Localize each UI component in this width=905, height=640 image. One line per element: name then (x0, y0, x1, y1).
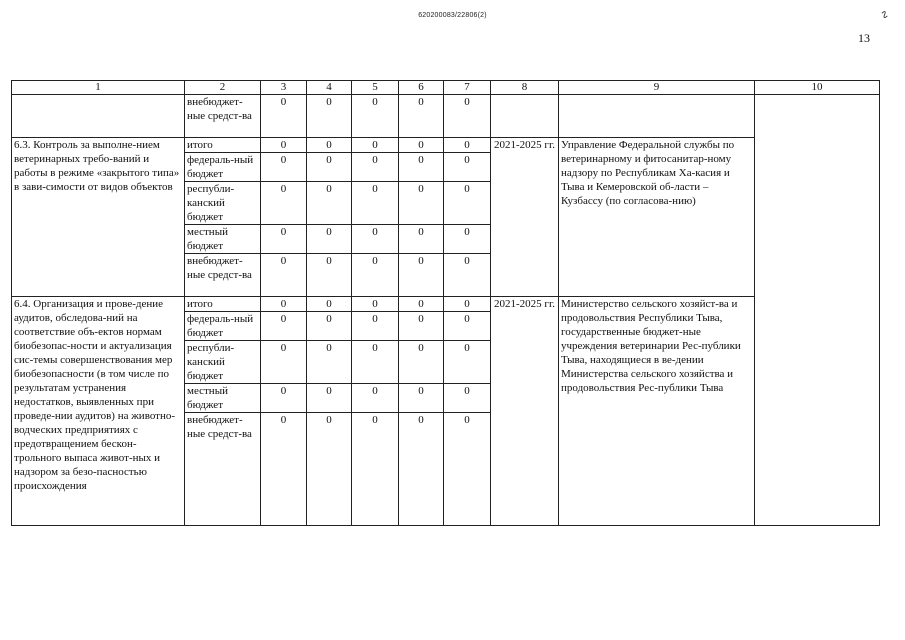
funding-source-cell: внебюджет-ные средст-ва (185, 413, 261, 526)
value-cell: 0 (399, 254, 444, 297)
value-cell: 0 (307, 384, 352, 413)
value-cell: 0 (261, 95, 307, 138)
value-cell: 0 (444, 341, 491, 384)
funding-source-cell: итого (185, 297, 261, 312)
funding-source-cell: местный бюджет (185, 225, 261, 254)
value-cell: 0 (444, 297, 491, 312)
value-cell: 0 (399, 413, 444, 526)
period-cell: 2021-2025 гг. (491, 297, 559, 526)
funding-source-cell: местный бюджет (185, 384, 261, 413)
corner-mark: ∿ (877, 7, 892, 23)
value-cell: 0 (352, 254, 399, 297)
value-cell: 0 (444, 413, 491, 526)
funding-source-cell: внебюджет-ные средст-ва (185, 254, 261, 297)
column-header: 9 (559, 81, 755, 95)
column-header: 7 (444, 81, 491, 95)
executor-cell: Управление Федеральной службы по ветеринарному и фитосанитар-ному надзору по Республикам Ха-касия и Тыва и Кемеровской об-ласти – Кузбассу (по согласова-нию) (559, 138, 755, 297)
section-title-cell (12, 95, 185, 138)
value-cell: 0 (444, 153, 491, 182)
value-cell: 0 (307, 312, 352, 341)
funding-source-cell: федераль-ный бюджет (185, 153, 261, 182)
value-cell: 0 (444, 384, 491, 413)
value-cell: 0 (444, 254, 491, 297)
column-header: 3 (261, 81, 307, 95)
continuation-row (12, 95, 880, 138)
column-header: 10 (755, 81, 880, 95)
value-cell: 0 (352, 297, 399, 312)
column-header: 8 (491, 81, 559, 95)
value-cell: 0 (261, 413, 307, 526)
section-title-cell: 6.4. Организация и прове-дение аудитов, обследова-ний на соответствие объ-ектов нормам биобезопас-ности и актуализация сис-темы совершенствования мер биобезопасности (в том числе по результатам устранения недостатков, выявленных при проведе-нии аудитов) на животно-водческих предприятиях с предотвращением бескон-трольного выпаса живот-ных и надзором за безо-пасностью происхождения (12, 297, 185, 526)
value-cell: 0 (399, 384, 444, 413)
value-cell: 0 (307, 341, 352, 384)
value-cell: 0 (352, 138, 399, 153)
column-header: 2 (185, 81, 261, 95)
value-cell: 0 (444, 95, 491, 138)
value-cell: 0 (399, 312, 444, 341)
value-cell: 0 (352, 312, 399, 341)
value-cell: 0 (261, 297, 307, 312)
value-cell: 0 (261, 254, 307, 297)
value-cell: 0 (399, 341, 444, 384)
value-cell: 0 (307, 138, 352, 153)
value-cell: 0 (307, 95, 352, 138)
program-table (11, 80, 880, 526)
value-cell: 0 (444, 312, 491, 341)
value-cell: 0 (261, 225, 307, 254)
value-cell: 0 (307, 413, 352, 526)
value-cell: 0 (307, 153, 352, 182)
column-header: 1 (12, 81, 185, 95)
funding-source-cell: республи-канский бюджет (185, 341, 261, 384)
value-cell: 0 (399, 153, 444, 182)
column-header-row (12, 81, 880, 95)
period-cell: 2021-2025 гг. (491, 138, 559, 297)
value-cell: 0 (399, 297, 444, 312)
column-header: 5 (352, 81, 399, 95)
page-number: 13 (858, 31, 870, 45)
funding-source-cell: республи-канский бюджет (185, 182, 261, 225)
column-header: 6 (399, 81, 444, 95)
value-cell: 0 (352, 153, 399, 182)
column-10-cell (755, 95, 880, 526)
value-cell: 0 (352, 225, 399, 254)
value-cell: 0 (307, 297, 352, 312)
section-2-row (12, 297, 880, 312)
table-body (12, 81, 880, 526)
value-cell: 0 (261, 182, 307, 225)
value-cell: 0 (261, 153, 307, 182)
period-cell (491, 95, 559, 138)
value-cell: 0 (444, 225, 491, 254)
value-cell: 0 (399, 182, 444, 225)
column-header: 4 (307, 81, 352, 95)
value-cell: 0 (352, 341, 399, 384)
section-title-cell: 6.3. Контроль за выполне-нием ветеринарных требо-ваний и работы в режиме «закрытого типа» в зави-симости от видов объектов (12, 138, 185, 297)
value-cell: 0 (399, 225, 444, 254)
document-id: 620200083/22806(2) (418, 12, 487, 19)
value-cell: 0 (261, 138, 307, 153)
value-cell: 0 (307, 182, 352, 225)
value-cell: 0 (399, 95, 444, 138)
executor-cell (559, 95, 755, 138)
value-cell: 0 (444, 182, 491, 225)
value-cell: 0 (352, 413, 399, 526)
value-cell: 0 (307, 225, 352, 254)
value-cell: 0 (444, 138, 491, 153)
value-cell: 0 (307, 254, 352, 297)
funding-source-cell: итого (185, 138, 261, 153)
value-cell: 0 (352, 182, 399, 225)
value-cell: 0 (352, 95, 399, 138)
value-cell: 0 (352, 384, 399, 413)
funding-source-cell: внебюджет-ные средст-ва (185, 95, 261, 138)
section-1-row (12, 138, 880, 153)
value-cell: 0 (261, 312, 307, 341)
funding-source-cell: федераль-ный бюджет (185, 312, 261, 341)
value-cell: 0 (399, 138, 444, 153)
executor-cell: Министерство сельского хозяйст-ва и продовольствия Республики Тыва, государственные бюджет-ные учреждения ветеринарии Рес-публики Тыва, находящиеся в ве-дении Министерства сельского хозяйства и продовольствия Рес-публики Тыва (559, 297, 755, 526)
value-cell: 0 (261, 384, 307, 413)
value-cell: 0 (261, 341, 307, 384)
